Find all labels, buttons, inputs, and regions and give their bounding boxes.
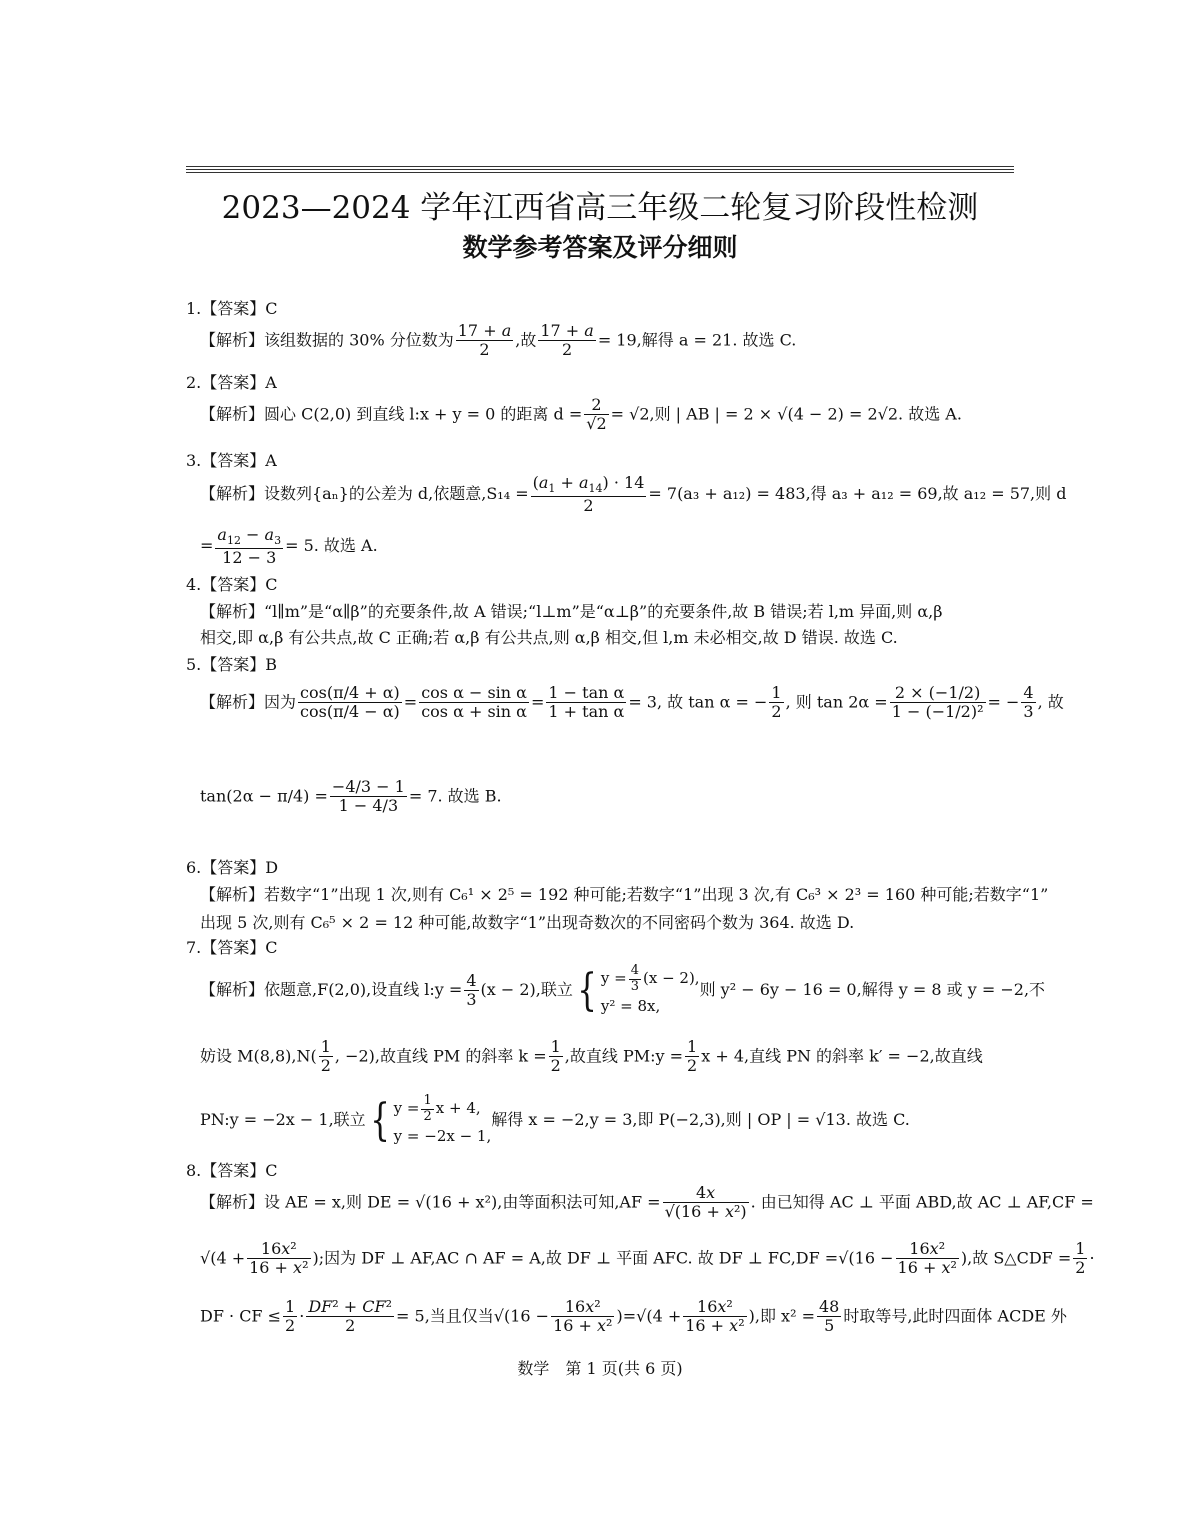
q5-answer: 5.【答案】B <box>186 655 278 674</box>
q4-answer: 4.【答案】C <box>186 575 278 594</box>
q8-frac-2: $\frac{\text{16x²}}{\text{16 + x²}}$ <box>249 1239 309 1278</box>
top-rule-3 <box>186 172 1014 173</box>
q7-analysis-line3: PN:y = −2x − 1,联立{ y = $\frac{1}{2}$ x + 4, y = −2x − 1,解得 x = −2,y = 3,即 P(−2,3),则 | OP | = √13. 故选 C. <box>200 1093 910 1146</box>
page-subtitle: 数学参考答案及评分细则 <box>462 233 738 262</box>
q7-brace-1: { <box>577 964 597 1016</box>
q2-answer: 2.【答案】A <box>186 373 277 392</box>
q3-analysis-line1: 【解析】设数列{aₙ}的公差为 d,依题意,S₁₄ = $\frac{(a_1 + a_{14}) \cdot 14}{2}$ = 7(a₃ + a₁₂) = 483,得 a₃ + a₁₂ = 69,故 a₁₂ = 57,则 d <box>200 473 1067 515</box>
q8-analysis-line3: DF · CF ≤ $\frac{1}{2}$ · $\frac{\text{DF² + CF²}}{2}$ = 5,当且仅当√(16 − $\frac{\text{16x²}}{\text{16 + x²}}$ )=√(4 + $\frac{\text{16x²}}{\text{16 + x²}}$ ),即 x² = $\frac{48}{5}$ 时取等号,此时四面体 ACDE 外 <box>200 1297 1067 1336</box>
q4-analysis-line2: 相交,即 α,β 有公共点,故 C 正确;若 α,β 有公共点,则 α,β 相交,但 l,m 未必相交,故 D 错误. 故选 C. <box>200 628 898 647</box>
q3-frac-1: $\frac{(a_1 + a_{14}) \cdot 14}{2}$ <box>532 473 645 515</box>
q7-frac-3: $\frac{1}{2}$ <box>550 1037 561 1076</box>
q7-frac-4: $\frac{1}{2}$ <box>687 1037 698 1076</box>
q7-answer: 7.【答案】C <box>186 938 278 957</box>
q5-frac-3: $\frac{\text{1 − tan α}}{\text{1 + tan α}}$ <box>548 683 625 722</box>
q1-frac-2: $\frac{17 + a}{2}$ <box>540 321 594 360</box>
q3-frac-2: $\frac{a_{12} - a_3}{12 - 3}$ <box>217 525 282 567</box>
q8-analysis-line2: √(4 + $\frac{\text{16x²}}{\text{16 + x²}}$ );因为 DF ⊥ AF,AC ∩ AF = A,故 DF ⊥ 平面 AFC. 故 DF ⊥ FC,DF =√(16 − $\frac{\text{16x²}}{\text{16 + x²}}$ ),故 S△CDF = $\frac{1}{2}$ · <box>200 1239 1095 1278</box>
q1-answer: 1.【答案】C <box>186 299 278 318</box>
q3-analysis-line2: = $\frac{a_{12} - a_3}{12 - 3}$ = 5. 故选 A. <box>200 525 378 567</box>
q5-frac-7: $\frac{-4/3 - 1}{1 - 4/3}$ <box>331 777 405 816</box>
q8-frac-1: $\frac{4x}{\text{√(16 + x²)}}$ <box>664 1183 747 1222</box>
top-rule-1 <box>186 166 1014 167</box>
page-footer: 数学 第 1 页(共 6 页) <box>517 1359 683 1378</box>
q7-system-2: y = $\frac{1}{2}$ x + 4, y = −2x − 1, <box>393 1093 492 1145</box>
q7-frac-1: $\frac{4}{3}$ <box>466 970 477 1010</box>
top-rule-2 <box>186 169 1014 170</box>
q7-analysis-line1: 【解析】依题意,F(2,0),设直线 l:y = $\frac{4}{3}$ (x − 2),联立{ y = $\frac{4}{3}$ (x − 2), y² = 8x,则 y² − 6y − 16 = 0,解得 y = 8 或 y = −2,不 <box>200 963 1046 1016</box>
q4-analysis-line1: 【解析】“l∥m”是“α∥β”的充要条件,故 A 错误;“l⊥m”是“α⊥β”的充要条件,故 B 错误;若 l,m 异面,则 α,β <box>200 602 943 621</box>
q5-frac-2: $\frac{\text{cos α − sin α}}{\text{cos α + sin α}}$ <box>421 683 527 722</box>
q5-frac-1: $\frac{\cos(\pi/4 + \alpha)}{\cos(\pi/4 - \alpha)}$ <box>300 683 400 722</box>
q8-frac-9: $\frac{48}{5}$ <box>818 1297 840 1336</box>
q5-analysis-line1: 【解析】因为 $\frac{\cos(\pi/4 + \alpha)}{\cos(\pi/4 - \alpha)}$ = $\frac{\text{cos α − sin α}}{\text{cos α + sin α}}$ = $\frac{\text{1 − tan α}}{\text{1 + tan α}}$ = 3, 故 tan α = − $\frac{1}{2}$ , 则 tan 2α = $\frac{2 \times (-1/2)}{\text{1 − (−1/2)²}}$ = − $\frac{4}{3}$ , 故 <box>200 683 1064 722</box>
q2-analysis: 【解析】圆心 C(2,0) 到直线 l:x + y = 0 的距离 d = $\frac{2}{√2}$ = √2,则 | AB | = 2 × √(4 − 2) = 2√2. 故选 A. <box>200 395 962 434</box>
q6-analysis-line2: 出现 5 次,则有 C₆⁵ × 2 = 12 种可能,故数字“1”出现奇数次的不同密码个数为 364. 故选 D. <box>200 913 855 932</box>
q6-answer: 6.【答案】D <box>186 858 279 877</box>
q5-frac-6: $\frac{4}{3}$ <box>1023 683 1034 722</box>
q7-brace-2: { <box>369 1094 390 1146</box>
q8-frac-4: $\frac{1}{2}$ <box>1075 1239 1086 1278</box>
q5-frac-4: $\frac{1}{2}$ <box>771 683 782 722</box>
q8-analysis-line1: 【解析】设 AE = x,则 DE = √(16 + x²),由等面积法可知,AF = $\frac{4x}{\text{√(16 + x²)}}$ . 由已知得 AC ⊥ 平面 ABD,故 AC ⊥ AF,CF = <box>200 1183 1094 1222</box>
q7-system-1: y = $\frac{4}{3}$ (x − 2), y² = 8x, <box>600 963 700 1015</box>
q3-answer: 3.【答案】A <box>186 451 277 470</box>
q8-frac-8: $\frac{\text{16x²}}{\text{16 + x²}}$ <box>685 1297 745 1336</box>
q5-frac-5: $\frac{2 \times (-1/2)}{\text{1 − (−1/2)²}}$ <box>891 683 984 722</box>
q7-frac-2: $\frac{1}{2}$ <box>320 1037 331 1076</box>
q8-frac-6: $\frac{\text{DF² + CF²}}{2}$ <box>308 1297 393 1336</box>
q6-analysis-line1: 【解析】若数字“1”出现 1 次,则有 C₆¹ × 2⁵ = 192 种可能;若数字“1”出现 3 次,有 C₆³ × 2³ = 160 种可能;若数字“1” <box>200 885 1049 904</box>
q7-analysis-line2: 妨设 M(8,8),N( $\frac{1}{2}$ , −2),故直线 PM 的斜率 k = $\frac{1}{2}$ ,故直线 PM:y = $\frac{1}{2}$ x + 4,直线 PN 的斜率 k′ = −2,故直线 <box>200 1037 983 1076</box>
q8-frac-7: $\frac{\text{16x²}}{\text{16 + x²}}$ <box>553 1297 613 1336</box>
q1-frac-1: $\frac{17 + a}{2}$ <box>457 321 512 360</box>
q1-analysis: 【解析】该组数据的 30% 分位数为 $\frac{17 + a}{2}$ ,故 $\frac{17 + a}{2}$ = 19,解得 a = 21. 故选 C. <box>200 321 797 360</box>
q8-frac-5: $\frac{1}{2}$ <box>285 1297 296 1336</box>
q8-frac-3: $\frac{\text{16x²}}{\text{16 + x²}}$ <box>897 1239 957 1278</box>
q8-answer: 8.【答案】C <box>186 1161 278 1180</box>
page-title: 2023—2024 学年江西省高三年级二轮复习阶段性检测 <box>221 190 979 226</box>
q5-analysis-line2: tan(2α − π/4) = $\frac{-4/3 - 1}{1 - 4/3}$ = 7. 故选 B. <box>200 777 502 816</box>
q2-frac: $\frac{2}{√2}$ <box>586 395 607 434</box>
